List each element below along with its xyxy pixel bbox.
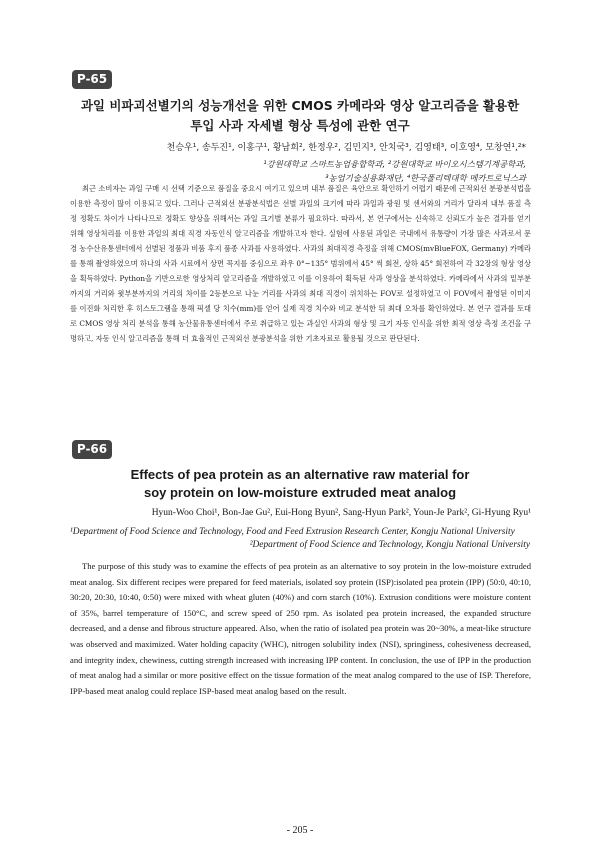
korean-title-line1: 과일 비파괴선별기의 성능개선을 위한 CMOS 카메라와 영상 알고리즘을 활용한 bbox=[80, 98, 520, 113]
english-affiliation-line1: ¹Department of Food Science and Technology, Food and Feed Extrusion Research Center, Kongju National University bbox=[70, 527, 515, 537]
english-affiliation-line2: ²Department of Food Science and Technology, Kongju National University bbox=[249, 540, 530, 550]
korean-abstract: 최근 소비자는 과일 구매 시 선택 기준으로 품질을 중요시 여기고 있으며 내부 품질은 육안으로 확인하기 어렵기 때문에 근적외선 분광분석법을 이용한 측정이 많이 이용되고 있다. 그러나 근적외선 분광분석법은 선별 과일의 크기에 따라 과일과 광원 및 센서와의 거리가 달라져 내부 품질 측정 정확도 차이가 나타나므로 정확도 향상을 위해서는 과일 크기별 분류가 필요하다. 따라서, 본 연구에서는 신속하고 신뢰도가 높은 결과를 얻기 위해 영상처리를 이용한 과일의 최대 직경 자동인식 알고리즘을 개발하고자 한다. 실험에 사용된 과일은 국내에서 유통량이 가장 많은 사과로서 문경 농수산유통센터에서 선별된 정품과 비품 후지 품종 사과를 사용하였다. 사과의 최대직경 측정을 위해 CMOS(mvBlueFOX, Germany) 카메라를 통해 촬영하였으며 하나의 사과 시료에서 상면 꼭지를 중심으로 좌우 0°~135° 범위에서 45° 씩 회전, 상하 45° 회전하여 각 32장의 형상 영상을 획득하였다. Python을 기반으로한 영상처리 알고리즘을 개발하였고 이를 이용하여 획득된 사과 영상을 분석하였다. 카메라에서 사과의 밑부분까지의 거리와 윗부분까지의 거리의 차이를 2등분으로 나눈 거리를 사과의 최대 직경이 위치하는 FOV로 설정하였고 이 FOV에서 촬영된 이미지를 이진화 처리한 후 히스토그램을 통해 픽셀 당 치수(mm)를 얻어 실제 직경 치수와 비교 분석한 뒤 최대 오차를 확인하였다. 본 연구 결과를 토대로 CMOS 영상 처리 분석을 통해 농산물유통센터에서 주로 취급하고 있는 과실인 사과의 형상 및 크기 자동 인식을 위한 최적 영상 측정 조건을 구명하고, 자동 인식 알고리즘을 통해 더 효율적인 근적외선 분광분석을 위한 기초자료로 활용될 것으로 판단된다. bbox=[70, 184, 531, 343]
english-title-line1: Effects of pea protein as an alternative raw material for bbox=[130, 467, 470, 482]
page-number: - 205 - bbox=[286, 825, 314, 836]
section-badge-p65: P-65 bbox=[72, 70, 112, 89]
english-title-line2: soy protein on low-moisture extruded meat analog bbox=[143, 485, 457, 500]
korean-paper-title bbox=[40, 96, 560, 136]
korean-affiliation-line1: ¹강원대학교 스마트농업융합학과, ²강원대학교 바이오시스템기계공학과, bbox=[263, 159, 526, 169]
section-badge-p66: P-66 bbox=[72, 440, 112, 459]
english-paper-title bbox=[40, 466, 560, 502]
korean-affiliation-line2: ³농업기술실용화재단, ⁴한국폴리텍대학 메카트로닉스과 bbox=[325, 173, 526, 183]
korean-authors: 천승우¹, 송두진¹, 이홍구¹, 황남희², 한정우², 김민지³, 안치국³, 김영태³, 이호영⁴, 모창연¹,²* bbox=[166, 143, 526, 153]
korean-title-line2: 투입 사과 자세별 형상 특성에 관한 연구 bbox=[190, 118, 410, 133]
english-abstract: The purpose of this study was to examine the effects of pea protein as an alternative to soy protein in the low-moisture extruded meat analog. Six different recipes were prepared for feed materials, isolated soy protein (ISP):isolated pea protein (IPP) (50:0, 40:10, 30:20, 20:30, 10:40, 0:50) were mixed with wheat gluten (40%) and corn starch (10%). Extrusion conditions were moisture content of 35%, barrel temperature of 150°C, and screw speed of 250 rpm. As isolated pea protein increased, the expanded structure decreased, and a dense and fibrous structure appeared. Also, when the ratio of isolated pea protein was 20~30%, a meat-like structure was observed and maximized. Water holding capacity (WHC), nitrogen solubility index (NSI), springiness, cohesiveness decreased, and integrity index, chewiness, cutting strength increased with increasing IPP content. In conclusion, the use of IPP in the production of meat analog had a similar or more positive effect on the tissue formation of the meat analog compared to the use of ISP. Therefore, IPP-based meat analog could replace ISP-based meat analog based on the result. bbox=[70, 561, 531, 696]
english-authors: Hyun-Woo Choi¹, Bon-Jae Gu², Eui-Hong Byun², Sang-Hyun Park², Youn-Je Park², Gi-Hyung Ryu¹ bbox=[151, 508, 531, 518]
